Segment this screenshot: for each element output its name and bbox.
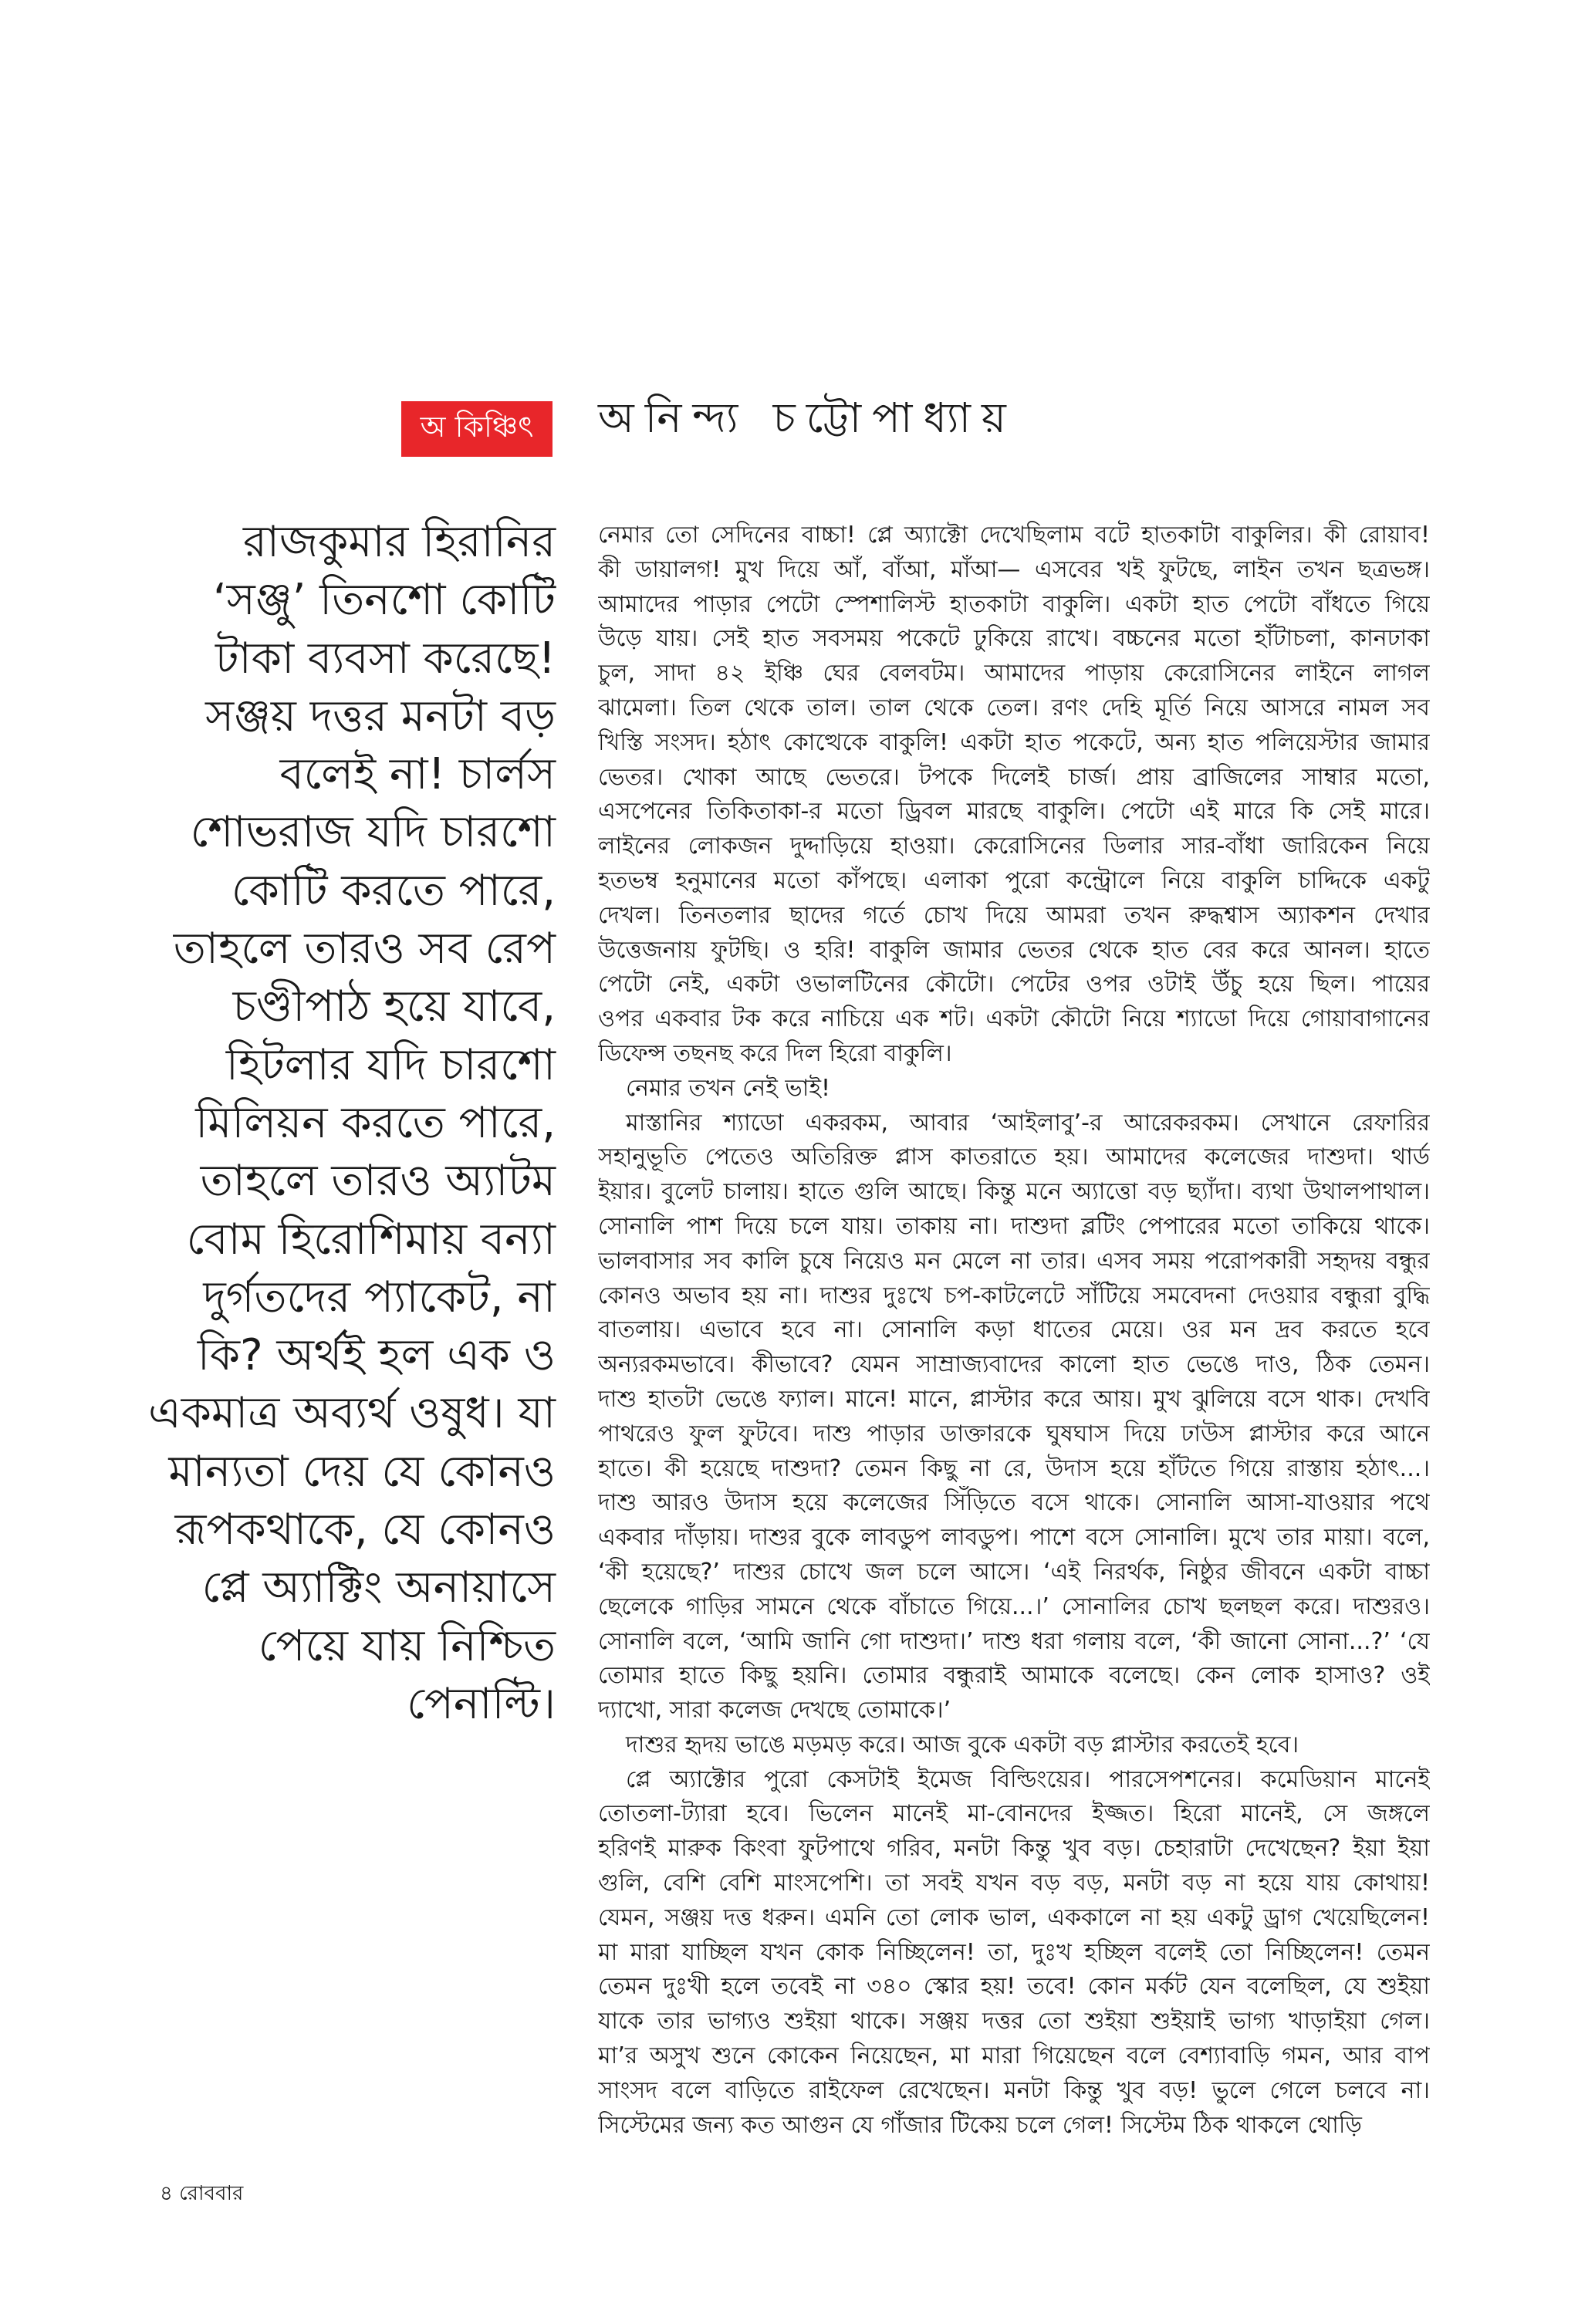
pull-quote-line: প্লে অ্যাক্টিং অনায়াসে [201,1562,556,1613]
body-text-line: সাংসদ বলে বাড়িতে রাইফেল রেখেছেন। মনটা কিন্তু খুব বড়! ভুলে গেলে চলবে না। [598,2076,1430,2104]
body-text-line: দাশুর হৃদয় ভাঙে মড়মড় করে। আজ বুকে একটা বড় প্লাস্টার করতেই হবে। [626,1731,1299,1758]
body-text-line: নেমার তো সেদিনের বাচ্চা! প্লে অ্যাক্টো দেখেছিলাম বটে হাতকাটা বাকুলির। কী রোয়াব! [598,522,1430,549]
body-text-line: পাথরেও ফুল ফুটবে। দাশু পাড়ার ডাক্তারকে ঘুষঘাস দিয়ে ঢাউস প্লাস্টার করে আনে [598,1420,1430,1447]
body-text-line: একবার দাঁড়ায়। দাশুর বুকে লাবডুপ লাবডুপ। পাশে বসে সোনালি। মুখে তার মায়া। বলে, [598,1524,1430,1552]
body-text-line: সিস্টেমের জন্য কত আগুন যে গাঁজার টিকেয় চলে গেল! সিস্টেম ঠিক থাকলে থোড়ি [598,2111,1362,2139]
pull-quote-line: টাকা ব্যবসা করেছে! [215,633,556,684]
body-text-line: গুলি, বেশি বেশি মাংসপেশি। তা সবই যখন বড় বড়, মনটা বড় না হয়ে যায় কোথায়! [598,1870,1430,1897]
body-text-line: ‘কী হয়েছে?’ দাশুর চোখে জল চলে আসে। ‘এই নিরর্থক, নিষ্ঠুর জীবনে একটা বাচ্চা [598,1558,1430,1586]
body-text-line: দাশু আরও উদাস হয়ে কলেজের সিঁড়িতে বসে থাকে। সোনালি আসা-যাওয়ার পথে [598,1489,1430,1517]
body-text-line: ইয়ার। বুলেট চালায়। হাতে গুলি আছে। কিন্তু মনে অ্যাত্তো বড় ছ্যাঁদা। ব্যথা উথালপাথাল। [598,1178,1430,1206]
body-text-line: আমাদের পাড়ার পেটো স্পেশালিস্ট হাতকাটা বাকুলি। একটা হাত পেটো বাঁধতে গিয়ে [598,590,1430,618]
body-text-line: হরিণই মারুক কিংবা ফুটপাথে গরিব, মনটা কিন্তু খুব বড়। চেহারাটা দেখেছেন? ইয়া ইয়া [598,1835,1430,1863]
body-text-line: খিস্তি সংসদ। হঠাৎ কোত্থেকে বাকুলি! একটা হাত পকেটে, অন্য হাত পলিয়েস্টার জামার [598,728,1430,756]
body-text-line: এসপেনের তিকিতাকা-র মতো ড্রিবল মারছে বাকুলি। পেটো এই মারে কি সেই মারে। [598,798,1430,826]
body-text-line: বাতলায়। এভাবে হবে না। সোনালি কড়া ধাতের মেয়ে। ওর মন দ্রব করতে হবে [598,1316,1430,1344]
pull-quote-line: রাজকুমার হিরানির [243,517,556,567]
body-text-line: নেমার তখন নেই ভাই! [626,1074,831,1102]
pull-quote-line: তাহলে তারও সব রেপ [173,924,556,975]
pull-quote-line: শোভরাজ যদি চারশো [190,807,556,858]
pull-quote [123,513,556,1733]
body-text-line: মা মারা যাচ্ছিল যখন কোক নিচ্ছিলেন! তা, দুঃখ হচ্ছিল বলেই তো নিচ্ছিলেন! তেমন [598,1938,1430,1966]
pull-quote-line: পেনাল্টি। [407,1678,556,1729]
body-text-line: লাইনের লোকজন দুদ্দাড়িয়ে হাওয়া। কেরোসিনের ডিলার সার-বাঁধা জারিকেন নিয়ে [598,833,1430,860]
pull-quote-line: কি? অর্থই হল এক ও [197,1330,556,1381]
pull-quote-line: পেয়ে যায় নিশ্চিত [258,1620,556,1671]
pull-quote-line: কোটি করতে পারে, [231,865,556,916]
author-byline: অনিন্দ্য চট্টোপাধ্যায় [598,394,1017,442]
article-body [598,519,1430,2143]
page-footer: ৪ রোববার [160,2182,244,2205]
body-text-line: উত্তেজনায় ফুটছি। ও হরি! বাকুলি জামার ভেতর থেকে হাত বের করে আনল। হাতে [598,936,1430,964]
pull-quote-line: রূপকথাকে, যে কোনও [174,1505,556,1556]
body-text-line: ভেতর। খোকা আছে ভেতরে। টপকে দিলেই চার্জ। প্রায় ব্রাজিলের সাম্বার মতো, [598,763,1430,791]
body-text-line: হতভম্ব হনুমানের মতো কাঁপছে। এলাকা পুরো কন্ট্রোলে নিয়ে বাকুলি চাদ্দিকে একটু [598,866,1430,894]
body-text-line: পেটো নেই, একটা ওভালটিনের কৌটো। পেটের ওপর ওটাই উঁচু হয়ে ছিল। পায়ের [598,971,1430,998]
body-text-line: সোনালি বলে, ‘আমি জানি গো দাশুদা।’ দাশু ধরা গলায় বলে, ‘কী জানো সোনা...?’ ‘যে [598,1627,1430,1655]
section-badge [401,401,553,457]
body-text-line: দেখল। তিনতলার ছাদের গর্তে চোখ দিয়ে আমরা তখন রুদ্ধশ্বাস অ্যাকশন দেখার [598,901,1430,929]
body-text-line: ডিফেন্স তছনছ করে দিল হিরো বাকুলি। [598,1039,952,1067]
pull-quote-line: সঞ্জয় দত্তর মনটা বড় [205,691,556,741]
body-text-line: তোতলা-ট্যারা হবে। ভিলেন মানেই মা-বোনদের ইজ্জত। হিরো মানেই, সে জঙ্গলে [598,1800,1430,1828]
body-text-line: ওপর একবার টক করে নাচিয়ে এক শট। একটা কৌটো নিয়ে শ্যাডো দিয়ে গোয়াবাগানের [598,1005,1430,1033]
body-text-line: মা’র অসুখ শুনে কোকেন নিয়েছেন, মা মারা গিয়েছেন বলে বেশ্যাবাড়ি গমন, আর বাপ [598,2042,1430,2070]
pull-quote-line: দুর্গতদের প্যাকেট, না [203,1272,556,1322]
section-badge-label: অ কিঞ্চিৎ [420,410,534,444]
body-text-line: যাকে তার ভাগ্যও শুইয়া থাকে। সঞ্জয় দত্তর তো শুইয়া শুইয়াই ভাগ্য খাড়াইয়া গেল। [598,2008,1430,2035]
body-text-line: কী ডায়ালগ! মুখ দিয়ে আঁ, বাঁআ, মাঁআ— এসবের খই ফুটছে, লাইন তখন ছত্রভঙ্গ। [598,556,1430,583]
body-text-line: অন্যরকমভাবে। কীভাবে? যেমন সাম্রাজ্যবাদের কালো হাত ভেঙে দাও, ঠিক তেমন। [598,1351,1430,1379]
body-text-line: প্লে অ্যাক্টোর পুরো কেসটাই ইমেজ বিল্ডিংয়ের। পারসেপশনের। কমেডিয়ান মানেই [626,1765,1430,1793]
pull-quote-line: হিটলার যদি চারশো [225,1039,556,1090]
body-text-line: ছেলেকে গাড়ির সামনে থেকে বাঁচাতে গিয়ে...।’ সোনালির চোখ ছলছল করে। দাশুরও। [598,1593,1430,1620]
body-text-line: তোমার হাতে কিছু হয়নি। তোমার বন্ধুরাই আমাকে বলেছে। কেন লোক হাসাও? ওই [598,1662,1430,1690]
body-text-line: ভালবাসার সব কালি চুষে নিয়েও মন মেলে না তার। এসব সময় পরোপকারী সহৃদয় বন্ধুর [598,1247,1430,1275]
body-text-line: দ্যাখো, সারা কলেজ দেখছে তোমাকে।’ [598,1697,951,1724]
body-text-line: উড়ে যায়। সেই হাত সবসময় পকেটে ঢুকিয়ে রাখে। বচ্চনের মতো হাঁটাচলা, কানঢাকা [598,625,1430,653]
body-text-line: সহানুভূতি পেতেও অতিরিক্ত প্লাস কাতরাতে হয়। আমাদের কলেজের দাশুদা। থার্ড [598,1143,1430,1171]
pull-quote-line: মান্যতা দেয় যে কোনও [168,1446,556,1497]
body-text-line: হাতে। কী হয়েছে দাশুদা? তেমন কিছু না রে, উদাস হয়ে হাঁটতে গিয়ে রাস্তায় হঠাৎ...। [598,1454,1430,1482]
pull-quote-line: তাহলে তারও অ্যাটম [200,1156,556,1207]
body-text-line: সোনালি পাশ দিয়ে চলে যায়। তাকায় না। দাশুদা ব্লটিং পেপারের মতো তাকিয়ে থাকে। [598,1212,1430,1240]
body-text-line: চুল, সাদা ৪২ ইঞ্চি ঘের বেলবটম। আমাদের পাড়ায় কেরোসিনের লাইনে লাগল [598,660,1430,687]
body-text-line: ঝামেলা। তিল থেকে তাল। তাল থেকে তেল। রণং দেহি মূর্তি নিয়ে আসরে নামল সব [598,694,1430,721]
body-text-line: মাস্তানির শ্যাডো একরকম, আবার ‘আইলাবু’-র আরেকরকম। সেখানে রেফারির [626,1109,1430,1137]
pull-quote-line: বোম হিরোশিমায় বন্যা [186,1214,556,1265]
body-text-line: দাশু হাতটা ভেঙে ফ্যাল। মানে! মানে, প্লাস্টার করে আয়। মুখ ঝুলিয়ে বসে থাক। দেখবি [598,1385,1430,1413]
body-text-line: যেমন, সঞ্জয় দত্ত ধরুন। এমনি তো লোক ভাল, এককালে না হয় একটু ড্রাগ খেয়েছিলেন! [598,1903,1430,1931]
pull-quote-line: একমাত্র অব্যর্থ ওষুধ। যা [148,1388,556,1439]
pull-quote-line: ‘সঞ্জু’ তিনশো কোটি [212,575,556,626]
body-text-line: তেমন দুঃখী হলে তবেই না ৩৪০ স্কোর হয়! তবে! কোন মর্কট যেন বলেছিল, যে শুইয়া [598,1973,1430,2001]
pull-quote-line: বলেই না! চার্লস [279,749,556,800]
body-text-line: কোনও অভাব হয় না। দাশুর দুঃখে চপ-কাটলেটে সাঁটিয়ে সমবেদনা দেওয়ার বন্ধুরা বুদ্ধি [598,1282,1430,1309]
pull-quote-line: চণ্ডীপাঠ হয়ে যাবে, [232,981,556,1032]
pull-quote-line: মিলিয়ন করতে পারে, [195,1097,556,1148]
